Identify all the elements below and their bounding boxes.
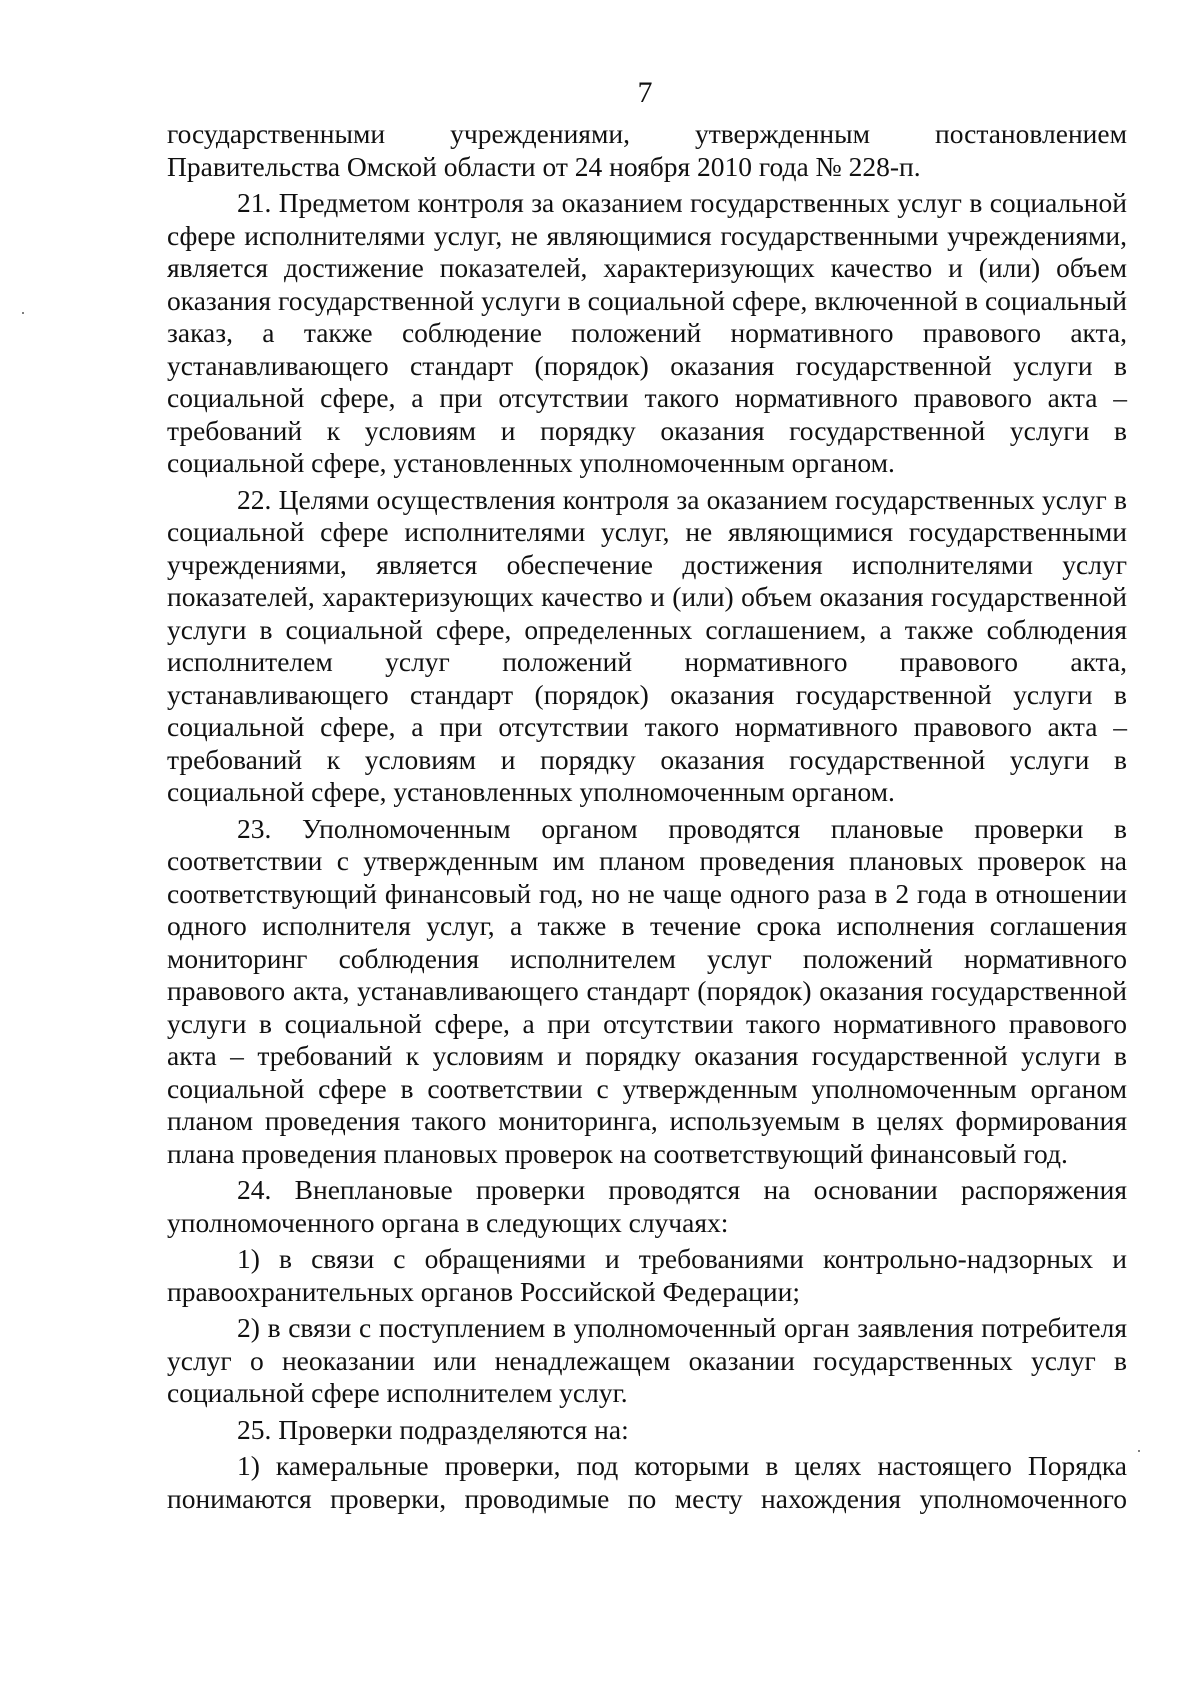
paragraph-item-21: 21. Предметом контроля за оказанием государственных услуг в социальной сфере исполнителями услуг, не являющимися государственными учреждениями, является достижение показателей, характеризующих качество и (или) объем оказания государственной услуги в социальной сфере, включенной в социальный заказ, а также соблюдение положений нормативного правового акта, устанавливающего стандарт (порядок) оказания государственной услуги в социальной сфере, а при отсутствии такого нормативного правового акта – требований к условиям и порядку оказания государственной услуги в социальной сфере, установленных уполномоченным органом.	[167, 187, 1127, 478]
paragraph-item-25-1: 1) камеральные проверки, под которыми в целях настоящего Порядка понимаются проверки, проводимые по месту нахождения уполномоченного	[167, 1450, 1127, 1514]
document-body	[167, 118, 1127, 1515]
scan-speck	[22, 312, 24, 314]
paragraph-item-24: 24. Внеплановые проверки проводятся на основании распоряжения уполномоченного органа в следующих случаях:	[167, 1174, 1127, 1238]
paragraph-continuation: государственными учреждениями, утвержденным постановлением Правительства Омской области от 24 ноября 2010 года № 228-п.	[167, 118, 1127, 182]
paragraph-item-23: 23. Уполномоченным органом проводятся плановые проверки в соответствии с утвержденным им планом проведения плановых проверок на соответствующий финансовый год, но не чаще одного раза в 2 года в отношении одного исполнителя услуг, а также в течение срока исполнения соглашения мониторинг соблюдения исполнителем услуг положений нормативного правового акта, устанавливающего стандарт (порядок) оказания государственной услуги в социальной сфере, а при отсутствии такого нормативного правового акта – требований к условиям и порядку оказания государственной услуги в социальной сфере в соответствии с утвержденным уполномоченным органом планом проведения такого мониторинга, используемым в целях формирования плана проведения плановых проверок на соответствующий финансовый год.	[167, 812, 1127, 1169]
scan-speck	[1138, 1450, 1140, 1452]
paragraph-item-24-2: 2) в связи с поступлением в уполномоченный орган заявления потребителя услуг о неоказании или ненадлежащем оказании государственных услуг в социальной сфере исполнителем услуг.	[167, 1312, 1127, 1408]
paragraph-item-25: 25. Проверки подразделяются на:	[237, 1413, 629, 1445]
paragraph-item-24-1: 1) в связи с обращениями и требованиями контрольно-надзорных и правоохранительных органов Российской Федерации;	[167, 1243, 1127, 1307]
paragraph-item-22: 22. Целями осуществления контроля за оказанием государственных услуг в социальной сфере исполнителями услуг, не являющимися государственными учреждениями, является обеспечение достижения исполнителями услуг показателей, характеризующих качество и (или) объем оказания государственной услуги в социальной сфере, определенных соглашением, а также соблюдения исполнителем услуг положений нормативного правового акта, устанавливающего стандарт (порядок) оказания государственной услуги в социальной сфере, а при отсутствии такого нормативного правового акта – требований к условиям и порядку оказания государственной услуги в социальной сфере, установленных уполномоченным органом.	[167, 483, 1127, 807]
page-number: 7	[637, 76, 653, 109]
